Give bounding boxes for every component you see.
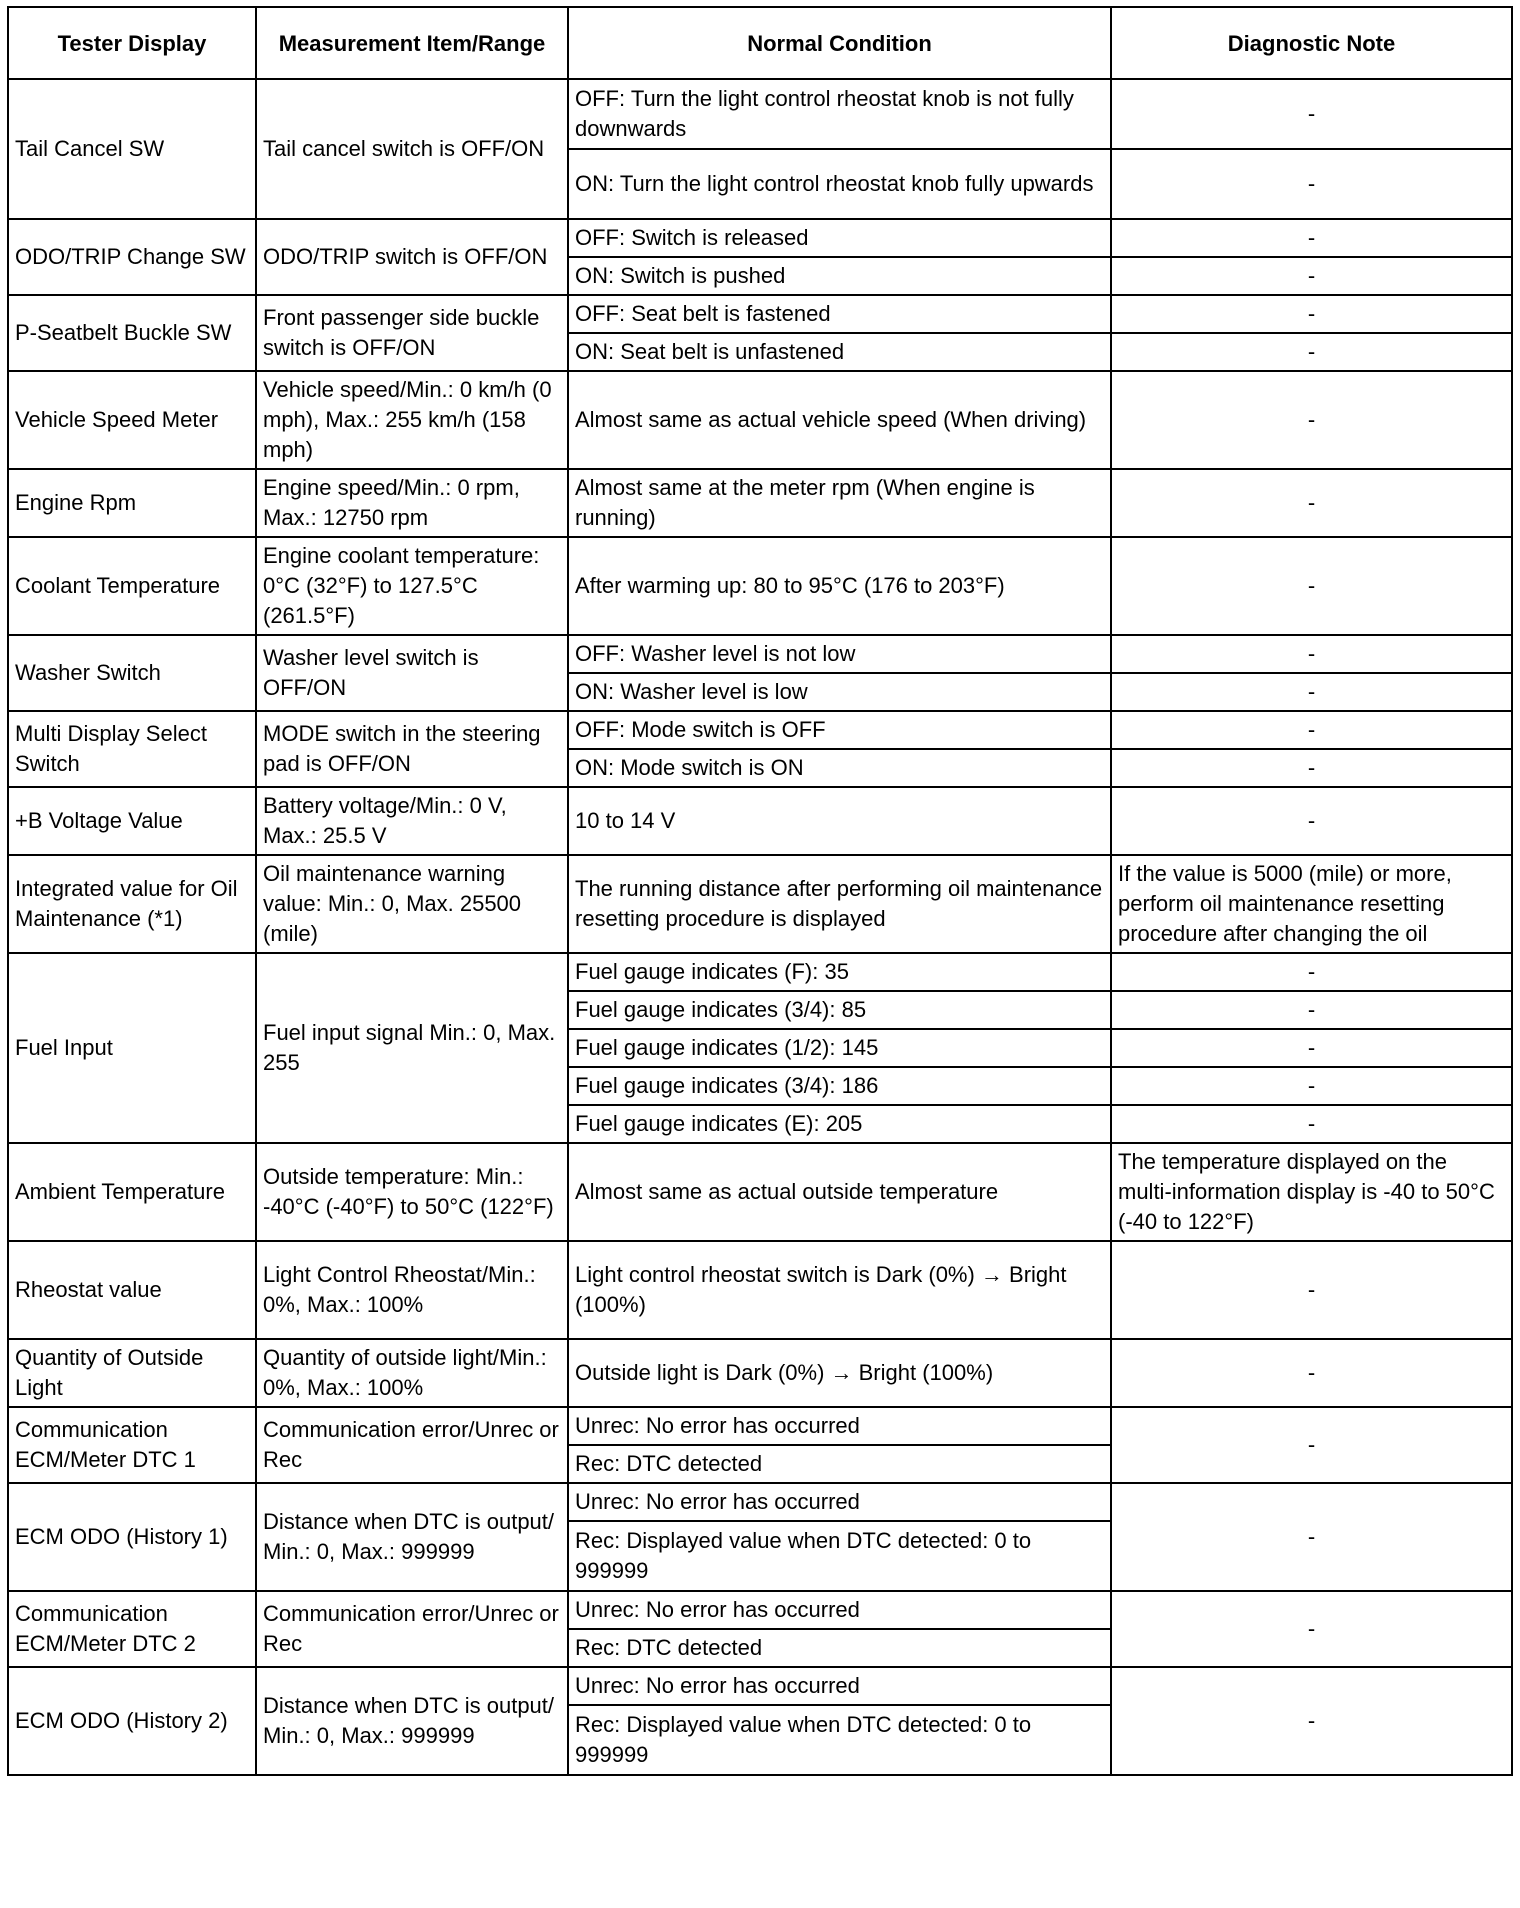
normal-condition-cell: OFF: Turn the light control rheostat knob is not fully downwards [568, 79, 1111, 149]
tester-display-cell: Washer Switch [8, 635, 256, 711]
tester-display-cell: Multi Display Select Switch [8, 711, 256, 787]
header-tester-display: Tester Display [8, 7, 256, 79]
tester-display-cell: P-Seatbelt Buckle SW [8, 295, 256, 371]
measurement-cell: Tail cancel switch is OFF/ON [256, 79, 568, 219]
diagnostic-note-cell: - [1111, 469, 1512, 537]
diagnostic-note-cell: - [1111, 787, 1512, 855]
header-diagnostic-note: Diagnostic Note [1111, 7, 1512, 79]
measurement-cell: Oil maintenance warning value: Min.: 0, Max. 25500 (mile) [256, 855, 568, 953]
normal-condition-cell: Rec: DTC detected [568, 1445, 1111, 1483]
normal-condition-cell: Light control rheostat switch is Dark (0%) → Bright (100%) [568, 1241, 1111, 1339]
table-row [8, 371, 1512, 469]
tester-display-cell: Ambient Temperature [8, 1143, 256, 1241]
tester-display-cell: Engine Rpm [8, 469, 256, 537]
diagnostic-note-cell: - [1111, 1591, 1512, 1667]
normal-condition-cell: ON: Washer level is low [568, 673, 1111, 711]
normal-condition-cell: Almost same as actual outside temperature [568, 1143, 1111, 1241]
tester-display-cell: Integrated value for Oil Maintenance (*1) [8, 855, 256, 953]
tester-display-cell: Communication ECM/Meter DTC 1 [8, 1407, 256, 1483]
table-row [8, 1667, 1512, 1705]
tester-display-cell: ECM ODO (History 1) [8, 1483, 256, 1591]
diagnostic-note-cell: - [1111, 991, 1512, 1029]
normal-condition-cell: Unrec: No error has occurred [568, 1407, 1111, 1445]
table-row [8, 1241, 1512, 1339]
tester-display-cell: Rheostat value [8, 1241, 256, 1339]
diagnostic-note-cell: - [1111, 749, 1512, 787]
measurement-cell: ODO/TRIP switch is OFF/ON [256, 219, 568, 295]
normal-condition-cell: OFF: Seat belt is fastened [568, 295, 1111, 333]
diagnostic-note-cell: - [1111, 1339, 1512, 1407]
normal-condition-cell: The running distance after performing oil maintenance resetting procedure is displayed [568, 855, 1111, 953]
diagnostic-note-cell: - [1111, 711, 1512, 749]
diagnostic-note-cell: If the value is 5000 (mile) or more, perform oil maintenance resetting procedure after changing the oil [1111, 855, 1512, 953]
normal-condition-cell: ON: Switch is pushed [568, 257, 1111, 295]
header-normal-condition: Normal Condition [568, 7, 1111, 79]
diagnostic-note-cell: - [1111, 257, 1512, 295]
table-row [8, 1483, 1512, 1521]
table-row [8, 1407, 1512, 1445]
normal-condition-cell: 10 to 14 V [568, 787, 1111, 855]
diagnostic-note-cell: - [1111, 953, 1512, 991]
normal-condition-cell: Fuel gauge indicates (3/4): 186 [568, 1067, 1111, 1105]
table-row [8, 1143, 1512, 1241]
header-measurement: Measurement Item/Range [256, 7, 568, 79]
measurement-cell: Front passenger side buckle switch is OFF/ON [256, 295, 568, 371]
tester-display-cell: +B Voltage Value [8, 787, 256, 855]
normal-condition-cell: Outside light is Dark (0%) → Bright (100%) [568, 1339, 1111, 1407]
tester-display-cell: ODO/TRIP Change SW [8, 219, 256, 295]
measurement-cell: Communication error/Unrec or Rec [256, 1591, 568, 1667]
normal-condition-cell: Unrec: No error has occurred [568, 1667, 1111, 1705]
table-row [8, 1591, 1512, 1629]
diagnostic-note-cell: - [1111, 635, 1512, 673]
measurement-cell: Distance when DTC is output/ Min.: 0, Max.: 999999 [256, 1483, 568, 1591]
diagnostic-note-cell: - [1111, 1667, 1512, 1775]
table-row [8, 855, 1512, 953]
normal-condition-cell: OFF: Switch is released [568, 219, 1111, 257]
diagnostic-note-cell: - [1111, 537, 1512, 635]
table-row [8, 295, 1512, 333]
measurement-cell: MODE switch in the steering pad is OFF/ON [256, 711, 568, 787]
table-header-row [8, 7, 1512, 79]
diagnostic-note-cell: - [1111, 79, 1512, 149]
measurement-cell: Vehicle speed/Min.: 0 km/h (0 mph), Max.: 255 km/h (158 mph) [256, 371, 568, 469]
diagnostic-note-cell: - [1111, 1483, 1512, 1591]
normal-condition-cell: OFF: Mode switch is OFF [568, 711, 1111, 749]
diagnostic-note-cell: - [1111, 371, 1512, 469]
tester-display-cell: Quantity of Outside Light [8, 1339, 256, 1407]
diagnostic-note-cell: - [1111, 1241, 1512, 1339]
diagnostic-note-cell: - [1111, 333, 1512, 371]
measurement-cell: Quantity of outside light/Min.: 0%, Max.: 100% [256, 1339, 568, 1407]
table-row [8, 635, 1512, 673]
normal-condition-cell: Rec: Displayed value when DTC detected: 0 to 999999 [568, 1521, 1111, 1591]
normal-condition-cell: Fuel gauge indicates (1/2): 145 [568, 1029, 1111, 1067]
normal-condition-cell: Almost same at the meter rpm (When engine is running) [568, 469, 1111, 537]
diagnostic-note-cell: The temperature displayed on the multi-information display is -40 to 50°C (-40 to 122°F) [1111, 1143, 1512, 1241]
measurement-cell: Engine coolant temperature: 0°C (32°F) to 127.5°C (261.5°F) [256, 537, 568, 635]
normal-condition-cell: After warming up: 80 to 95°C (176 to 203°F) [568, 537, 1111, 635]
normal-condition-cell: ON: Mode switch is ON [568, 749, 1111, 787]
tester-display-cell: Vehicle Speed Meter [8, 371, 256, 469]
normal-condition-cell: Rec: Displayed value when DTC detected: 0 to 999999 [568, 1705, 1111, 1775]
tester-display-cell: Fuel Input [8, 953, 256, 1143]
table-row [8, 787, 1512, 855]
normal-condition-cell: Unrec: No error has occurred [568, 1483, 1111, 1521]
normal-condition-cell: Rec: DTC detected [568, 1629, 1111, 1667]
measurement-cell: Communication error/Unrec or Rec [256, 1407, 568, 1483]
tester-display-cell: Coolant Temperature [8, 537, 256, 635]
diagnostic-note-cell: - [1111, 295, 1512, 333]
normal-condition-cell: ON: Turn the light control rheostat knob fully upwards [568, 149, 1111, 219]
table-row [8, 1339, 1512, 1407]
measurement-cell: Battery voltage/Min.: 0 V, Max.: 25.5 V [256, 787, 568, 855]
normal-condition-cell: Fuel gauge indicates (3/4): 85 [568, 991, 1111, 1029]
measurement-cell: Distance when DTC is output/ Min.: 0, Max.: 999999 [256, 1667, 568, 1775]
measurement-cell: Fuel input signal Min.: 0, Max. 255 [256, 953, 568, 1143]
diagnostic-note-cell: - [1111, 149, 1512, 219]
tester-display-cell: Communication ECM/Meter DTC 2 [8, 1591, 256, 1667]
diagnostic-note-cell: - [1111, 1407, 1512, 1483]
measurement-cell: Outside temperature: Min.: -40°C (-40°F) to 50°C (122°F) [256, 1143, 568, 1241]
normal-condition-cell: Fuel gauge indicates (F): 35 [568, 953, 1111, 991]
table-row [8, 953, 1512, 991]
table-row [8, 79, 1512, 149]
diagnostic-note-cell: - [1111, 1105, 1512, 1143]
diagnostic-note-cell: - [1111, 219, 1512, 257]
normal-condition-cell: OFF: Washer level is not low [568, 635, 1111, 673]
table-row [8, 469, 1512, 537]
measurement-cell: Engine speed/Min.: 0 rpm, Max.: 12750 rpm [256, 469, 568, 537]
normal-condition-cell: Almost same as actual vehicle speed (When driving) [568, 371, 1111, 469]
tester-display-cell: ECM ODO (History 2) [8, 1667, 256, 1775]
data-list-table [7, 6, 1513, 1776]
tester-display-cell: Tail Cancel SW [8, 79, 256, 219]
normal-condition-cell: Fuel gauge indicates (E): 205 [568, 1105, 1111, 1143]
table-row [8, 219, 1512, 257]
diagnostic-note-cell: - [1111, 1067, 1512, 1105]
normal-condition-cell: ON: Seat belt is unfastened [568, 333, 1111, 371]
table-row [8, 537, 1512, 635]
measurement-cell: Washer level switch is OFF/ON [256, 635, 568, 711]
normal-condition-cell: Unrec: No error has occurred [568, 1591, 1111, 1629]
diagnostic-note-cell: - [1111, 1029, 1512, 1067]
diagnostic-note-cell: - [1111, 673, 1512, 711]
measurement-cell: Light Control Rheostat/Min.: 0%, Max.: 100% [256, 1241, 568, 1339]
table-row [8, 711, 1512, 749]
